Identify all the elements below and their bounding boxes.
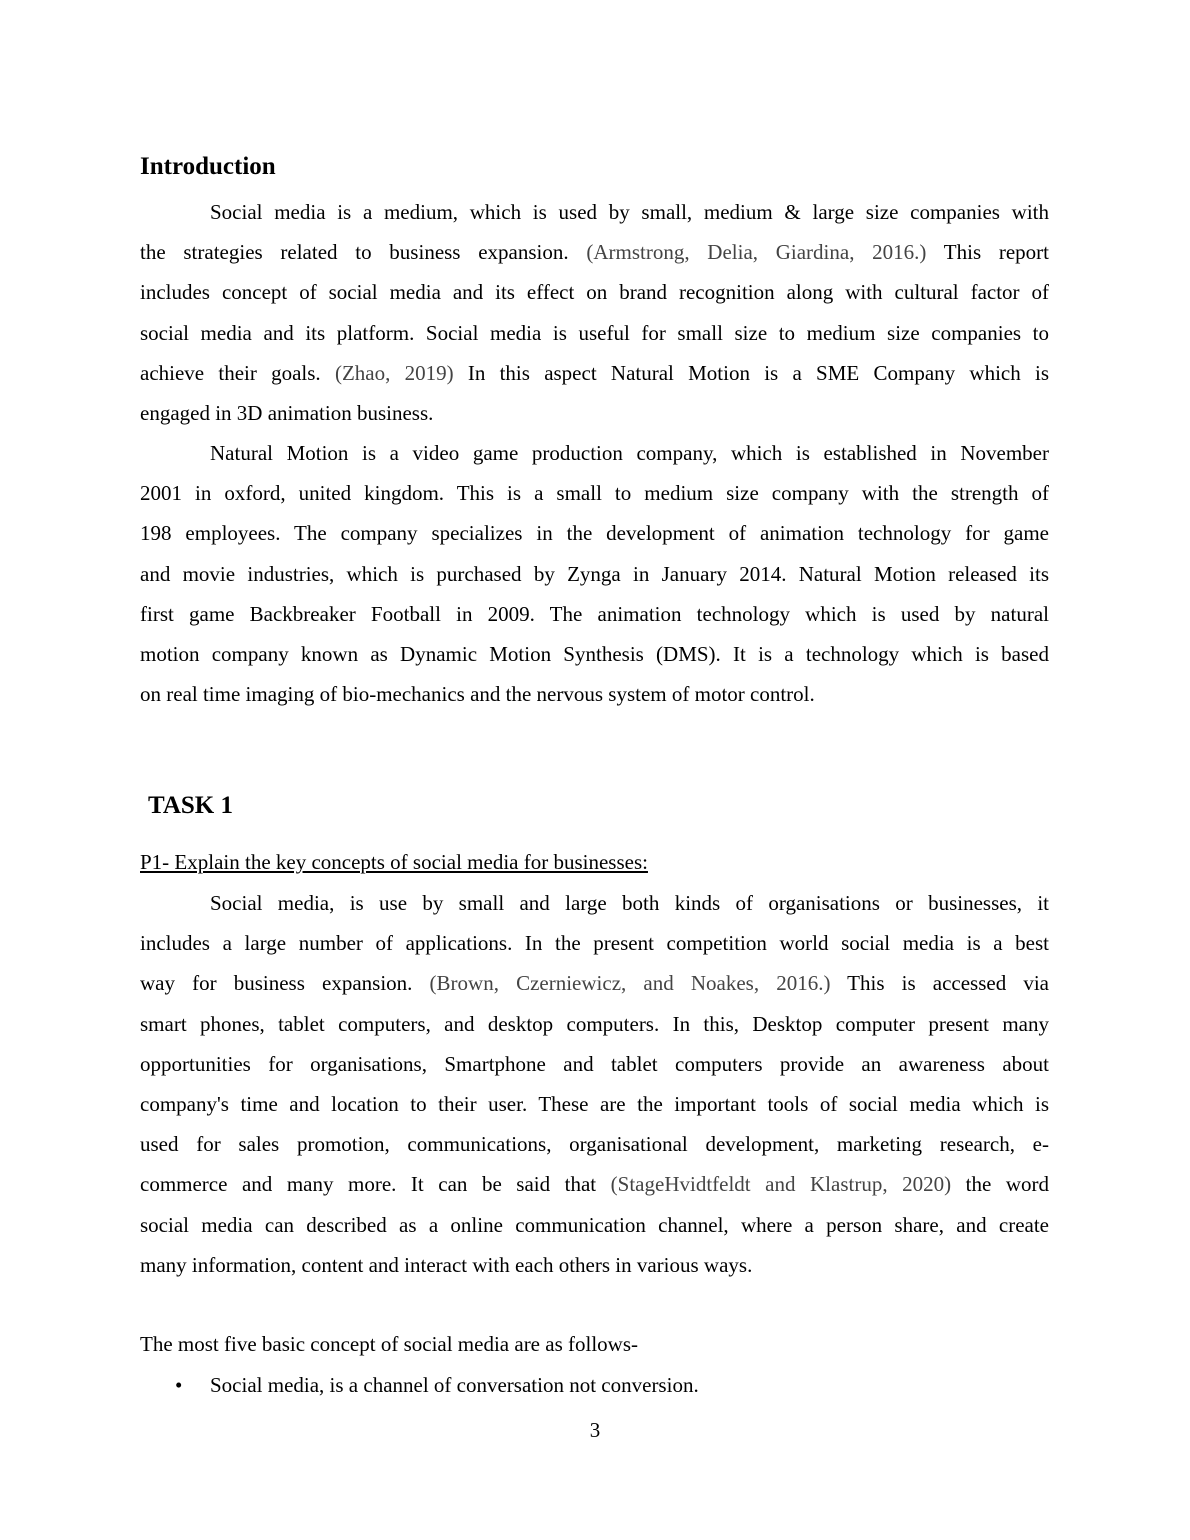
text-line	[140, 1164, 1049, 1204]
text-run: 198 employees. The company specializes in the development of animation technology for game	[140, 521, 1049, 546]
text-line	[140, 554, 1049, 594]
text-run: way for business expansion.	[140, 971, 430, 996]
text-run: engaged in 3D animation business.	[140, 400, 434, 425]
text-run: company's time and location to their user. These are the important tools of social media which is	[140, 1091, 1049, 1116]
text-run: includes concept of social media and its effect on brand recognition along with cultural factor of	[140, 280, 1049, 305]
text-run: In this aspect Natural Motion is a SME Company which is	[453, 360, 1049, 385]
text-run: motion company known as Dynamic Motion Synthesis (DMS). It is a technology which is based	[140, 641, 1049, 666]
text-run: smart phones, tablet computers, and desktop computers. In this, Desktop computer present many	[140, 1011, 1049, 1036]
list-item-text: Social media, is a channel of conversation not conversion.	[210, 1373, 699, 1397]
citation: (Armstrong, Delia, Giardina, 2016.)	[586, 240, 927, 265]
intro-paragraph-2	[140, 433, 1049, 714]
text-run: on real time imaging of bio-mechanics and the nervous system of motor control.	[140, 682, 815, 707]
page-number: 3	[589, 1418, 601, 1442]
text-run: social media can described as a online communication channel, where a person share, and create	[140, 1212, 1049, 1237]
text-line	[140, 674, 1049, 714]
text-line	[140, 393, 1049, 433]
text-run: many information, content and interact with each others in various ways.	[140, 1252, 753, 1277]
text-run: first game Backbreaker Football in 2009. The animation technology which is used by natural	[140, 601, 1049, 626]
text-line	[140, 923, 1049, 963]
text-line	[140, 1205, 1049, 1245]
intro-paragraph-1	[140, 192, 1049, 433]
text-line	[140, 433, 1049, 473]
text-line	[140, 883, 1049, 923]
task1-paragraph	[140, 883, 1049, 1285]
text-run: This is accessed via	[830, 971, 1049, 996]
list-item	[140, 1370, 1119, 1400]
text-run: Social media is a medium, which is used by small, medium & large size companies with	[210, 200, 1049, 224]
text-run: used for sales promotion, communications, organisational development, marketing research, e-	[140, 1132, 1049, 1157]
text-line	[140, 1084, 1049, 1124]
text-line	[140, 594, 1049, 634]
text-line	[140, 1245, 1049, 1285]
text-line	[140, 1004, 1049, 1044]
citation: (Brown, Czerniewicz, and Noakes, 2016.)	[429, 971, 831, 996]
text-run: Social media, is use by small and large both kinds of organisations or businesses, it	[210, 891, 1049, 915]
text-line	[140, 272, 1049, 312]
heading-introduction: Introduction	[140, 153, 276, 180]
text-run: achieve their goals.	[140, 360, 335, 385]
text-line	[140, 963, 1049, 1003]
text-line	[140, 1044, 1049, 1084]
text-line	[140, 232, 1049, 272]
text-run: Natural Motion is a video game production company, which is established in November	[210, 441, 1049, 465]
list-intro: The most five basic concept of social media are as follows-	[140, 1332, 638, 1356]
text-line	[140, 473, 1049, 513]
text-run: the strategies related to business expansion.	[140, 240, 587, 265]
text-line	[140, 313, 1049, 353]
text-line	[140, 1124, 1049, 1164]
text-line	[140, 192, 1049, 232]
subheading-p1: P1- Explain the key concepts of social media for businesses:	[140, 850, 648, 874]
text-run: commerce and many more. It can be said that	[140, 1172, 611, 1197]
text-run: the word	[951, 1172, 1049, 1197]
text-line	[140, 634, 1049, 674]
citation: (Zhao, 2019)	[334, 360, 454, 385]
citation: (StageHvidtfeldt and Klastrup, 2020)	[610, 1172, 952, 1197]
text-run: social media and its platform. Social media is useful for small size to medium size companies to	[140, 320, 1049, 345]
text-run: opportunities for organisations, Smartphone and tablet computers provide an awareness about	[140, 1051, 1049, 1076]
text-line	[140, 513, 1049, 553]
heading-task-1: TASK 1	[148, 792, 233, 819]
text-line	[140, 353, 1049, 393]
text-run: This report	[926, 240, 1049, 265]
text-run: includes a large number of applications. In the present competition world social media is a best	[140, 931, 1049, 956]
text-run: 2001 in oxford, united kingdom. This is a small to medium size company with the strength of	[140, 481, 1049, 506]
text-run: and movie industries, which is purchased by Zynga in January 2014. Natural Motion released its	[140, 561, 1049, 586]
bullet-icon: •	[175, 1373, 183, 1397]
